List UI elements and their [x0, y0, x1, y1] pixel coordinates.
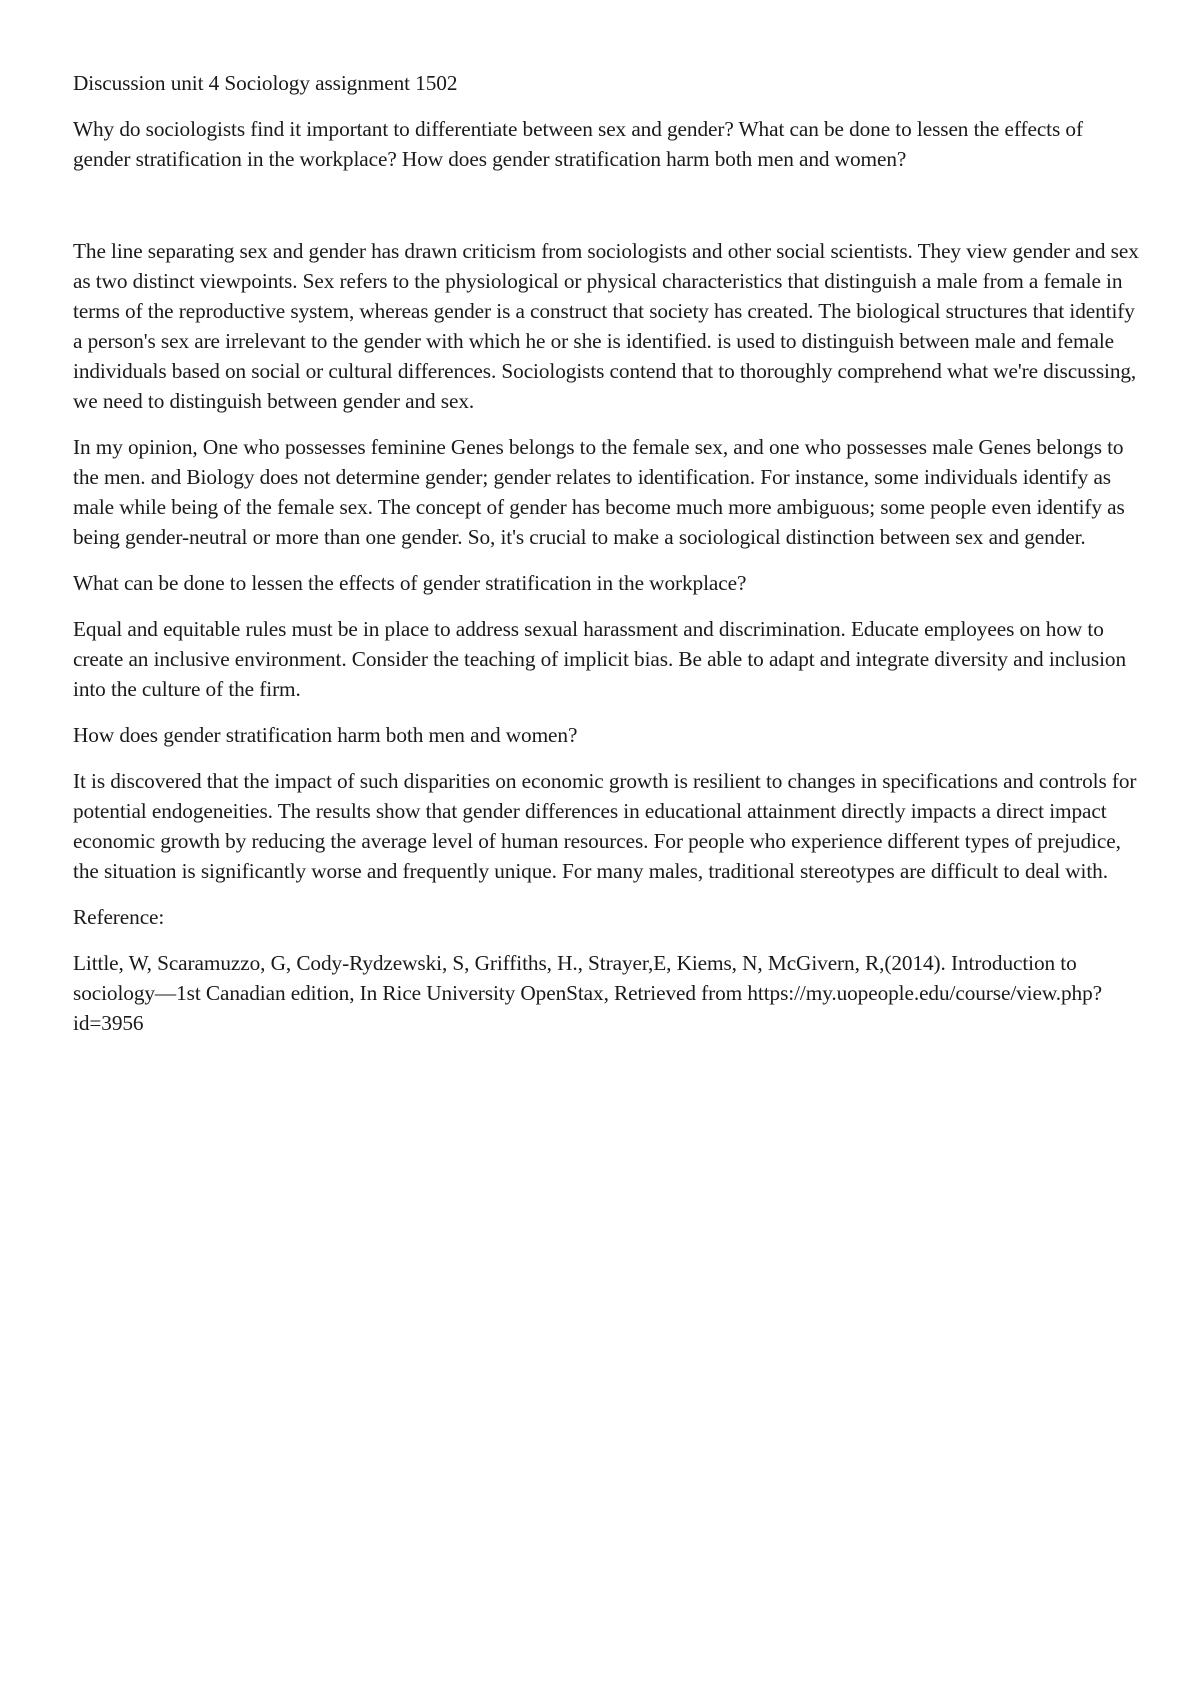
question-workplace: What can be done to lessen the effects of gender stratification in the workplace?: [73, 571, 747, 595]
body-paragraph-4: It is discovered that the impact of such disparities on economic growth is resilient to changes in specifications and controls for potential endogeneities. The results show that gender differences in educational attainment directly impacts a direct impact economic growth by reducing the average level of human resources. For people who experience different types of prejudice, the situation is significantly worse and frequently unique. For many males, traditional stereotypes are difficult to deal with.: [73, 769, 1137, 883]
document-heading: Discussion unit 4 Sociology assignment 1502: [73, 71, 458, 95]
body-paragraph-2: In my opinion, One who possesses feminine Genes belongs to the female sex, and one who possesses male Genes belongs to the men. and Biology does not determine gender; gender relates to identification. For instance, some individuals identify as male while being of the female sex. The concept of gender has become much more ambiguous; some people even identify as being gender-neutral or more than one gender. So, it's crucial to make a sociological distinction between sex and gender.: [73, 435, 1125, 549]
discussion-prompt: Why do sociologists find it important to differentiate between sex and gender? What can be done to lessen the effects of gender stratification in the workplace? How does gender stratification harm both men and women?: [73, 117, 1083, 171]
blank-space: [73, 190, 1143, 236]
reference-citation: Little, W, Scaramuzzo, G, Cody-Rydzewski, S, Griffiths, H., Strayer,E, Kiems, N, McGivern, R,(2014). Introduction to sociology—1st Canadian edition, In Rice University OpenStax, Retrieved from https://my.uopeople.edu/course/view.php? id=3956: [73, 951, 1102, 1035]
reference-label: Reference:: [73, 905, 165, 929]
body-paragraph-1: The line separating sex and gender has drawn criticism from sociologists and other social scientists. They view gender and sex as two distinct viewpoints. Sex refers to the physiological or physical characteristics that distinguish a male from a female in terms of the reproductive system, whereas gender is a construct that society has created. The biological structures that identify a person's sex are irrelevant to the gender with which he or she is identified. is used to distinguish between male and female individuals based on social or cultural differences. Sociologists contend that to thoroughly comprehend what we're discussing, we need to distinguish between gender and sex.: [73, 239, 1139, 413]
body-paragraph-3: Equal and equitable rules must be in place to address sexual harassment and discrimination. Educate employees on how to create an inclusive environment. Consider the teaching of implicit bias. Be able to adapt and integrate diversity and inclusion into the culture of the firm.: [73, 617, 1127, 701]
question-harm: How does gender stratification harm both men and women?: [73, 723, 578, 747]
document-page: [73, 68, 1143, 1054]
